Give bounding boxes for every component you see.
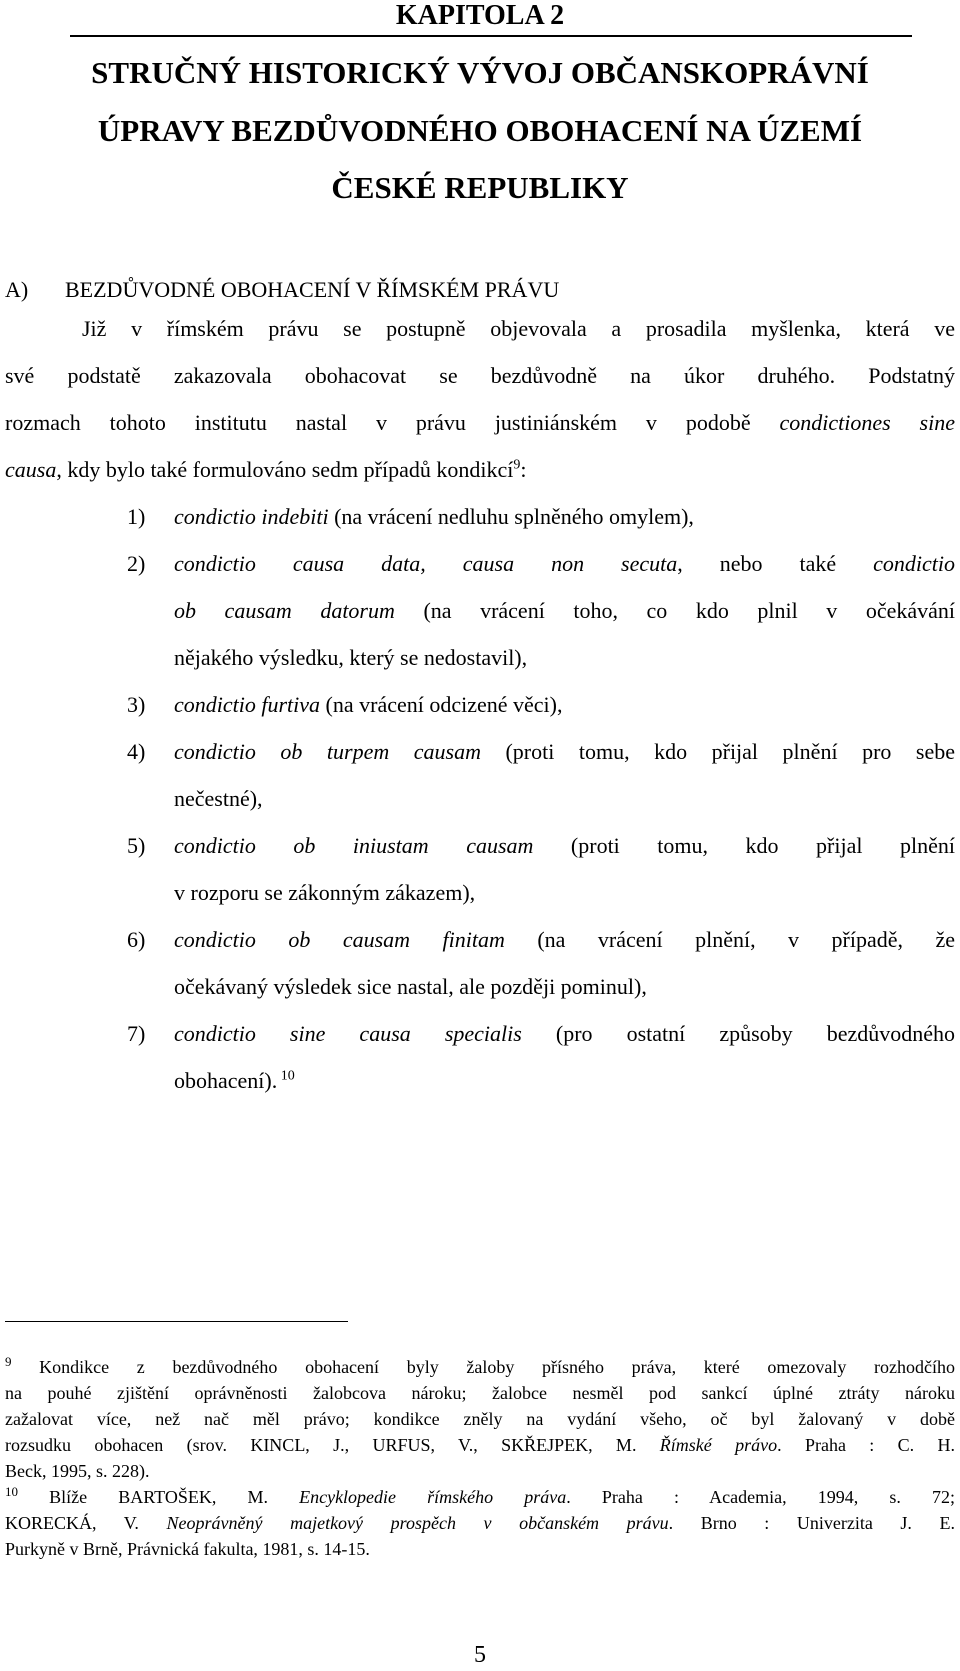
footnote-9-line: $^9$ Kondikce z bezdůvodného obohacení byly žaloby přísného práva, které omezovaly rozhodčího [5,1354,955,1377]
footnote-number: 10 [5,1484,18,1499]
list-number: 3) [127,692,146,717]
footnote-9-line: na pouhé zjištění oprávněnosti žalobcova nároku; žalobce nesměl pod sankcí úplné ztráty nároku [5,1383,955,1403]
footnote-10-line: $^{10}$ Blíže BARTOŠEK, M. Encyklopedie římského práva. Praha : Academia, 1994, s. 72; [5,1484,955,1507]
list-number: 7) [127,1021,146,1046]
list-number: 4) [127,739,146,764]
section-heading [5,276,559,304]
list-item-continuation: nějakého výsledku, který se nedostavil), [174,645,528,670]
list-item: condictio ob turpem causam (proti tomu, kdo přijal plnění pro sebe [174,739,955,764]
list-item: condictio ob iniustam causam (proti tomu, kdo přijal plnění [174,833,955,858]
chapter-rule [70,35,912,37]
list-number: 2) [127,551,146,576]
section-label: A) [5,277,29,302]
list-item-continuation: ob causam datorum (na vrácení toho, co kdo plnil v očekávání [174,598,955,623]
chapter-heading: KAPITOLA 2 [395,0,565,31]
page-number: 5 [474,1642,486,1668]
footnote-separator [5,1321,348,1322]
section-title: BEZDŮVODNÉ OBOHACENÍ V ŘÍMSKÉM PRÁVU [65,277,560,302]
footnote-ref-10: 10 [277,1068,295,1084]
list-item-continuation: očekávaný výsledek sice nastal, ale později pominul), [174,974,647,999]
list-item-continuation: v rozporu se zákonným zákazem), [174,880,476,905]
chapter-title-line-1: STRUČNÝ HISTORICKÝ VÝVOJ OBČANSKOPRÁVNÍ [91,55,869,90]
list-item: condictio causa data, causa non secuta, nebo také condictio [174,551,955,576]
list-number: 5) [127,833,146,858]
list-item-continuation: nečestné), [174,786,263,811]
footnote-10-line: Purkyně v Brně, Právnická fakulta, 1981, s. 14-15. [5,1539,370,1559]
list-item: condictio furtiva (na vrácení odcizené věci), [174,692,563,717]
list-item: condictio ob causam finitam (na vrácení plnění, v případě, že [174,927,955,952]
paragraph-line: Již v římském právu se postupně objevovala a prosadila myšlenka, která ve [82,316,955,341]
footnote-number: 9 [5,1354,12,1369]
footnote-10-line: KORECKÁ, V. Neoprávněný majetkový prospěch v občanském právu. Brno : Univerzita J. E. [5,1513,956,1533]
footnote-9-line: zažalovat více, než nač měl právo; kondikce zněly na vydání všeho, oč byl žalovaný v době [5,1409,955,1429]
paragraph-line: causa, kdy bylo také formulováno sedm případů kondikcí$^9$: [5,457,527,482]
list-item-continuation: obohacení). $^{10}$ [174,1068,295,1093]
list-item: condictio indebiti (na vrácení nedluhu splněného omylem), [174,504,694,529]
list-number: 6) [127,927,146,952]
paragraph-line: své podstatě zakazovala obohacovat se bezdůvodně na úkor druhého. Podstatný [5,363,955,388]
list-item: condictio sine causa specialis (pro ostatní způsoby bezdůvodného [174,1021,955,1046]
chapter-title-line-2: ÚPRAVY BEZDŮVODNÉHO OBOHACENÍ NA ÚZEMÍ [97,113,863,148]
footnote-9-line: Beck, 1995, s. 228). [5,1461,150,1481]
footnote-ref-9: 9 [513,457,521,473]
list-number: 1) [127,504,146,529]
chapter-title-line-3: ČESKÉ REPUBLIKY [331,170,629,205]
footnote-9-line: rozsudku obohacen (srov. KINCL, J., URFUS, V., SKŘEJPEK, M. Římské právo. Praha : C. H. [5,1435,955,1455]
paragraph-line: rozmach tohoto institutu nastal v právu justiniánském v podobě condictiones sine [5,410,955,435]
